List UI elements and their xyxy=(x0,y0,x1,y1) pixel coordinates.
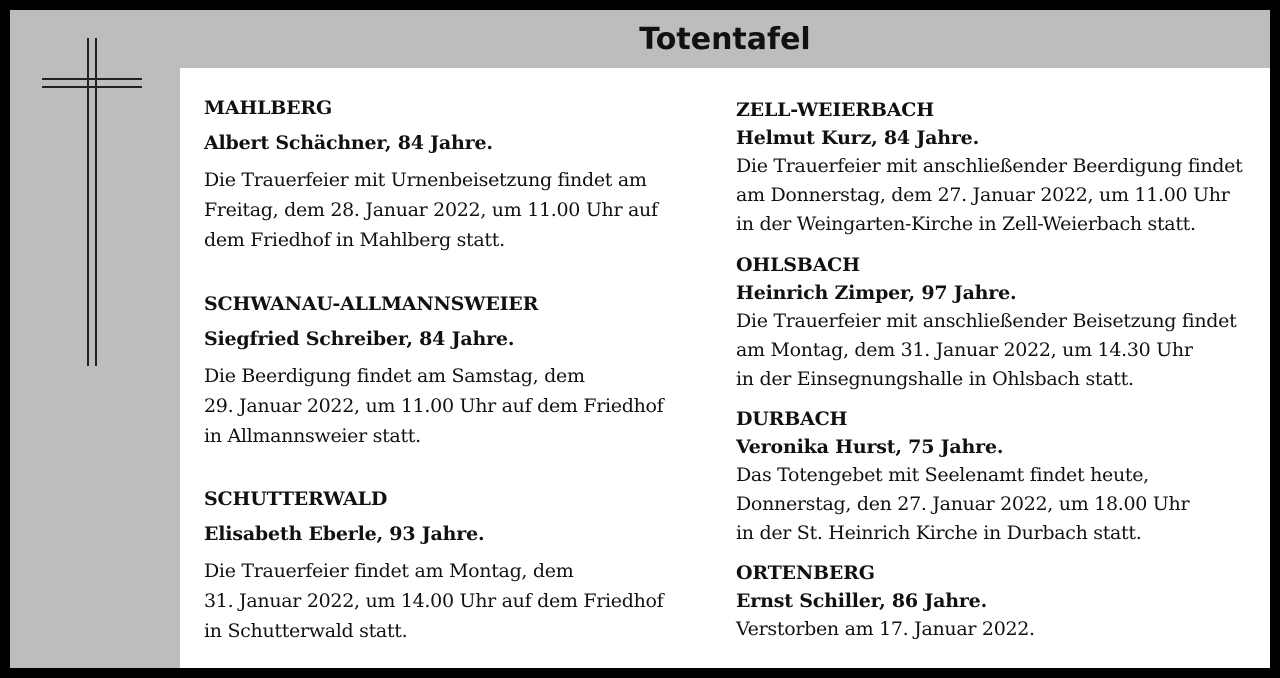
notice-text xyxy=(736,461,1256,548)
notice-line: in der Weingarten-Kirche in Zell-Weierbach statt. xyxy=(736,213,1196,235)
obituary-board xyxy=(10,10,1270,668)
notice-line: Verstorben am 17. Januar 2022. xyxy=(736,618,1035,640)
deceased-name: Albert Schächner, 84 Jahre. xyxy=(204,132,493,154)
notice-line: Donnerstag, den 27. Januar 2022, um 18.00 Uhr xyxy=(736,493,1190,515)
notice-text xyxy=(204,556,704,646)
notice-line: in Allmannsweier statt. xyxy=(204,425,421,447)
deceased-name: Ernst Schiller, 86 Jahre. xyxy=(736,590,987,612)
place-heading: SCHUTTERWALD xyxy=(204,488,388,510)
notice-line: Die Beerdigung findet am Samstag, dem xyxy=(204,365,585,387)
notice-line: 31. Januar 2022, um 14.00 Uhr auf dem Friedhof xyxy=(204,590,664,612)
deceased-name: Helmut Kurz, 84 Jahre. xyxy=(736,127,979,149)
deceased-name: Elisabeth Eberle, 93 Jahre. xyxy=(204,523,485,545)
deceased-name: Siegfried Schreiber, 84 Jahre. xyxy=(204,328,515,350)
obituary-entry xyxy=(736,405,1256,548)
notice-text xyxy=(204,361,704,451)
place-heading: OHLSBACH xyxy=(736,254,860,276)
place-heading: MAHLBERG xyxy=(204,97,333,119)
notice-line: Das Totengebet mit Seelenamt findet heute, xyxy=(736,464,1149,486)
place-heading: DURBACH xyxy=(736,408,848,430)
notice-line: dem Friedhof in Mahlberg statt. xyxy=(204,229,505,251)
notice-line: Die Trauerfeier mit anschließender Beisetzung findet xyxy=(736,310,1237,332)
notice-text xyxy=(736,307,1256,394)
notice-line: am Montag, dem 31. Januar 2022, um 14.30 Uhr xyxy=(736,339,1193,361)
notice-line: in Schutterwald statt. xyxy=(204,620,408,642)
obituary-entry xyxy=(204,291,704,451)
obituary-entry xyxy=(204,95,704,255)
cross-icon xyxy=(42,38,142,368)
place-heading: ZELL-WEIERBACH xyxy=(736,99,934,121)
notice-text xyxy=(736,152,1256,239)
obituary-entry xyxy=(204,486,704,646)
deceased-name: Veronika Hurst, 75 Jahre. xyxy=(736,436,1004,458)
notice-text xyxy=(736,615,1256,644)
obituary-entry xyxy=(736,251,1256,394)
notice-line: Freitag, dem 28. Januar 2022, um 11.00 Uhr auf xyxy=(204,199,658,221)
obituary-content xyxy=(180,68,1270,668)
obituary-entry xyxy=(736,559,1256,644)
notice-line: Die Trauerfeier findet am Montag, dem xyxy=(204,560,574,582)
notice-line: 29. Januar 2022, um 11.00 Uhr auf dem Friedhof xyxy=(204,395,664,417)
notice-line: in der St. Heinrich Kirche in Durbach statt. xyxy=(736,522,1142,544)
notice-text xyxy=(204,165,704,255)
notice-line: in der Einsegnungshalle in Ohlsbach statt. xyxy=(736,368,1134,390)
place-heading: ORTENBERG xyxy=(736,562,875,584)
page-title: Totentafel xyxy=(639,21,811,57)
notice-line: am Donnerstag, dem 27. Januar 2022, um 11.00 Uhr xyxy=(736,184,1230,206)
notice-line: Die Trauerfeier mit Urnenbeisetzung findet am xyxy=(204,169,647,191)
deceased-name: Heinrich Zimper, 97 Jahre. xyxy=(736,282,1017,304)
notice-line: Die Trauerfeier mit anschließender Beerdigung findet xyxy=(736,155,1243,177)
place-heading: SCHWANAU-ALLMANNSWEIER xyxy=(204,293,539,315)
obituary-entry xyxy=(736,96,1256,239)
